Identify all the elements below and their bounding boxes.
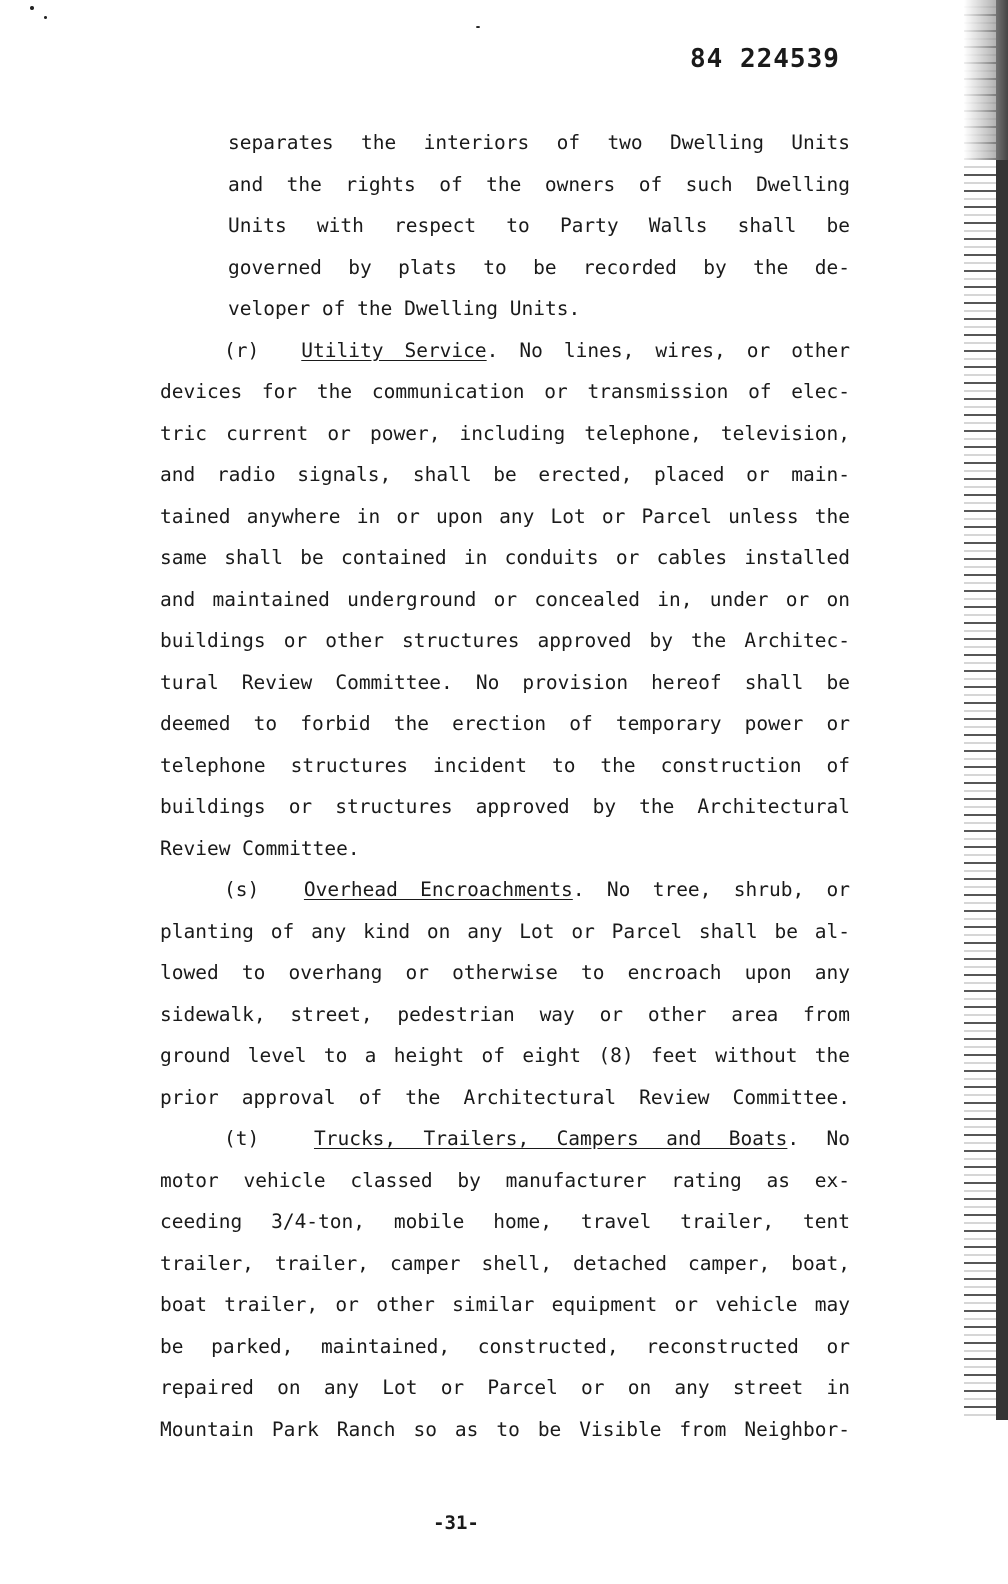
body-line: buildings or structures approved by the Architectural <box>160 795 850 818</box>
scan-speck <box>30 6 34 10</box>
body-line: buildings or other structures approved by the Architec- <box>160 629 850 652</box>
body-line: trailer, trailer, camper shell, detached camper, boat, <box>160 1251 850 1275</box>
body-line: same shall be contained in conduits or cables installed <box>160 546 850 569</box>
body-line: devices for the communication or transmission of elec- <box>160 380 850 403</box>
section-first-line-text: . No tree, shrub, or <box>572 878 851 901</box>
scan-edge-fade <box>964 0 1008 160</box>
section-title: Utility Service <box>301 338 487 362</box>
body-line: governed by plats to be recorded by the de- <box>228 255 850 279</box>
body-line: prior approval of the Architectural Review Committee. <box>160 1085 850 1109</box>
body-line: Review Committee. <box>160 836 360 860</box>
section-title: Overhead Encroachments <box>303 878 573 901</box>
body-line: tric current or power, including telephone, television, <box>160 421 850 445</box>
section-heading-line <box>160 330 850 372</box>
document-body <box>160 122 850 1450</box>
body-line: separates the interiors of two Dwelling Units <box>228 131 850 154</box>
body-line: veloper of the Dwelling Units. <box>228 297 581 320</box>
page-number: -31- <box>433 1512 479 1534</box>
body-line: and maintained underground or concealed in, under or on <box>160 587 850 611</box>
document-number: 84 224539 <box>690 44 840 74</box>
section-marker: (s) <box>224 878 260 901</box>
body-line: repaired on any Lot or Parcel or on any street in <box>160 1376 850 1399</box>
section-marker: (r) <box>224 338 260 362</box>
body-line: lowed to overhang or otherwise to encroach upon any <box>160 961 850 984</box>
section-first-line-text: . No lines, wires, or other <box>486 338 850 362</box>
body-line: and the rights of the owners of such Dwelling <box>228 172 850 196</box>
body-line: Mountain Park Ranch so as to be Visible from Neighbor- <box>160 1417 850 1441</box>
body-line: ceeding 3/4-ton, mobile home, travel trailer, tent <box>160 1210 850 1233</box>
section-first-line-text: . No <box>787 1127 850 1150</box>
body-line: planting of any kind on any Lot or Parcel shall be al- <box>160 919 850 943</box>
body-line: be parked, maintained, constructed, reconstructed or <box>160 1334 850 1358</box>
body-line: sidewalk, street, pedestrian way or other area from <box>160 1002 850 1026</box>
scan-speck <box>44 16 47 19</box>
body-line: tural Review Committee. No provision hereof shall be <box>160 670 850 694</box>
body-line: motor vehicle classed by manufacturer rating as ex- <box>160 1168 850 1192</box>
body-line: Units with respect to Party Walls shall be <box>228 214 850 237</box>
body-line: telephone structures incident to the construction of <box>160 753 850 777</box>
scan-speck <box>476 26 480 28</box>
section-heading-line <box>160 869 850 911</box>
scan-edge-shadow <box>964 0 1008 1420</box>
section-title: Trucks, Trailers, Campers and Boats <box>313 1127 788 1150</box>
body-line: boat trailer, or other similar equipment or vehicle may <box>160 1293 850 1316</box>
body-line: tained anywhere in or upon any Lot or Parcel unless the <box>160 504 850 528</box>
section-marker: (t) <box>224 1127 260 1150</box>
body-line: and radio signals, shall be erected, placed or main- <box>160 463 850 486</box>
section-heading-line <box>160 1118 850 1160</box>
body-line: ground level to a height of eight (8) feet without the <box>160 1044 850 1067</box>
body-line: deemed to forbid the erection of temporary power or <box>160 712 850 735</box>
